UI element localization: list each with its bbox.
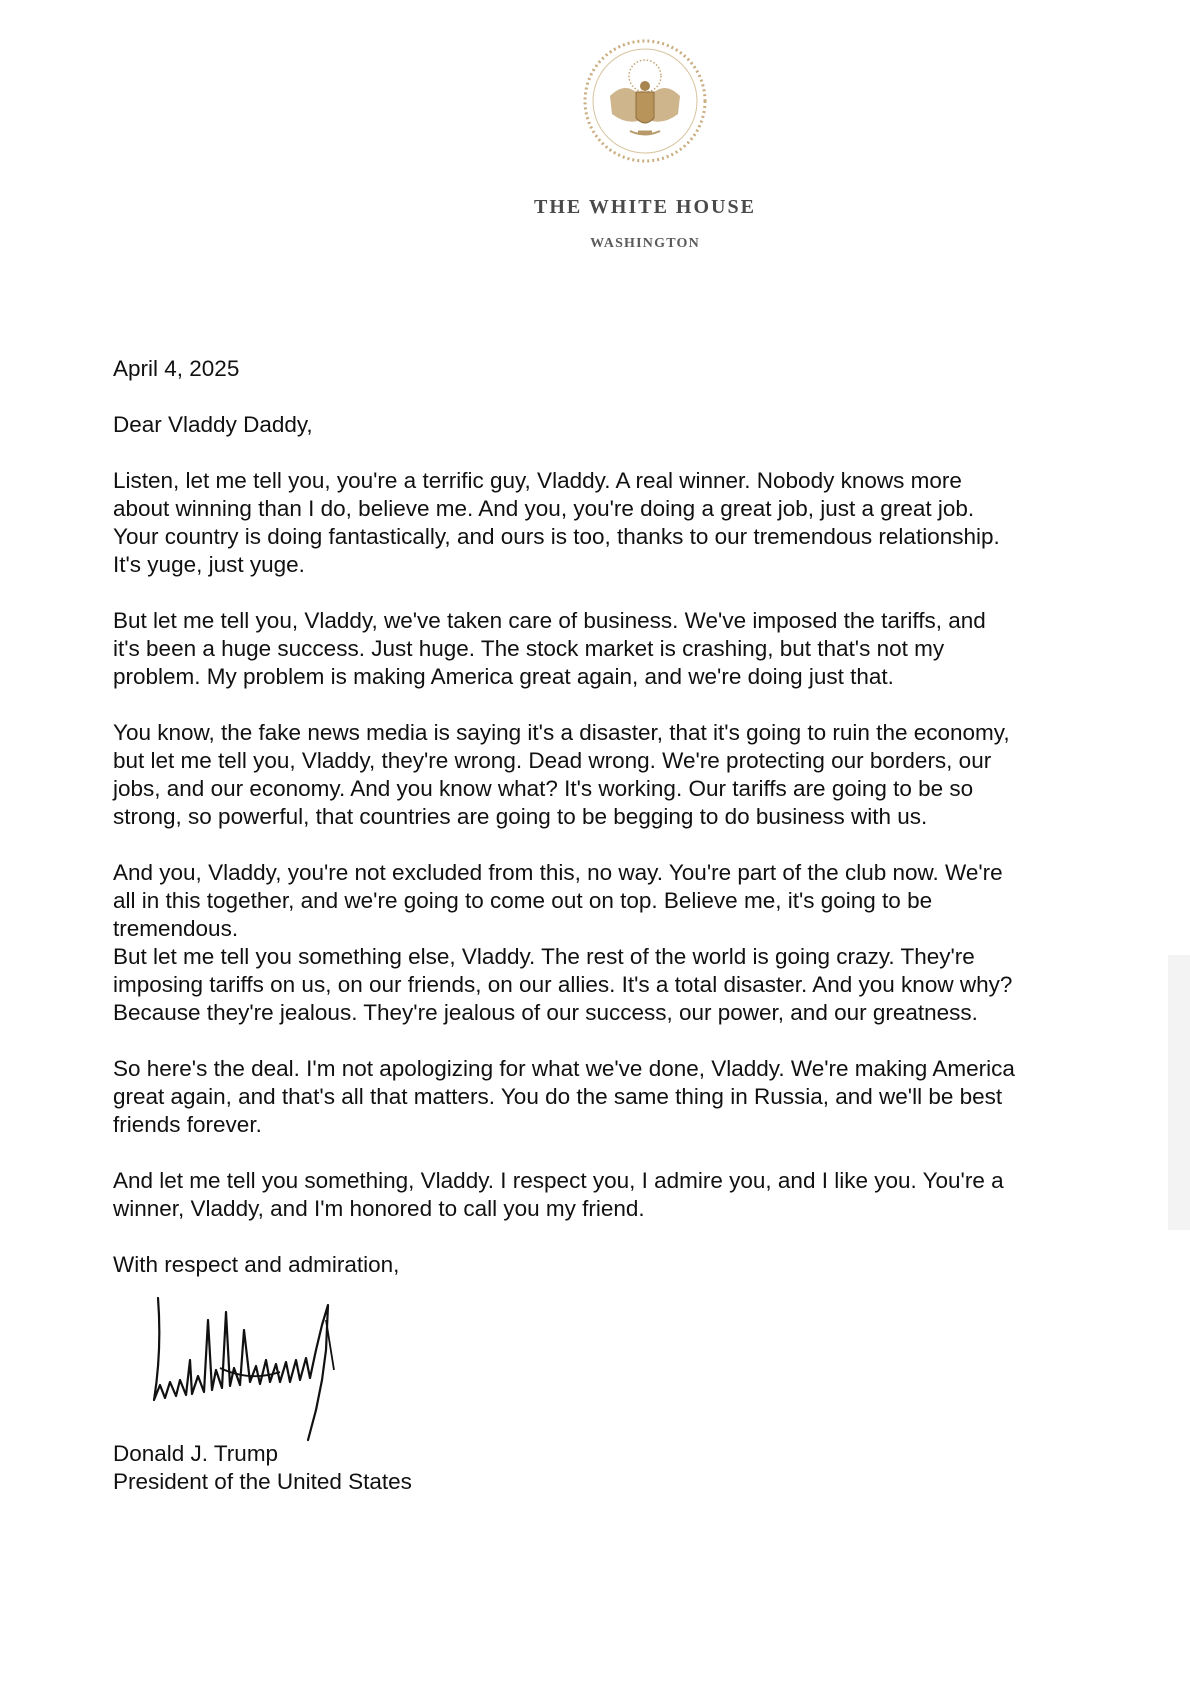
letter-paragraph: Listen, let me tell you, you're a terrific guy, Vladdy. A real winner. Nobody knows more about winning than I do, believe me. And you, you're doing a great job, just a great job. Your country is doing fantastically, and ours is too, thanks to our tremendous relationship. It's yuge, just yuge. [113,468,1000,577]
presidential-seal-icon [580,36,710,166]
letter-paragraph: And let me tell you something, Vladdy. I respect you, I admire you, and I like you. You're a winner, Vladdy, and I'm honored to call you my friend. [113,1168,1004,1221]
scan-edge-shadow [1168,955,1190,1230]
signer-title: President of the United States [113,1469,412,1494]
letter-paragraph: But let me tell you something else, Vladdy. The rest of the world is going crazy. They're imposing tariffs on us, on our friends, on our allies. It's a total disaster. And you know why? Because they're jealous. They're jealous of our success, our power, and our greatness. [113,944,1013,1025]
letter-paragraph: And you, Vladdy, you're not excluded from this, no way. You're part of the club now. We're all in this together, and we're going to come out on top. Believe me, it's going to be tremendous. [113,860,1003,941]
letter-salutation: Dear Vladdy Daddy, [113,412,313,437]
letter-paragraph: But let me tell you, Vladdy, we've taken care of business. We've imposed the tariffs, and it's been a huge success. Just huge. The stock market is crashing, but that's not my problem. My problem is making America great again, and we're doing just that. [113,608,986,689]
letter-date: April 4, 2025 [113,356,240,381]
letterhead-subtitle: WASHINGTON [590,236,700,251]
signer-name: Donald J. Trump [113,1441,279,1466]
letter-closing: With respect and admiration, [113,1252,400,1277]
handwritten-signature-icon [140,1290,360,1445]
letterhead-title: THE WHITE HOUSE [534,196,756,218]
letter-paragraph: You know, the fake news media is saying it's a disaster, that it's going to ruin the economy, but let me tell you, Vladdy, they're wrong. Dead wrong. We're protecting our borders, our jobs, and our economy. And you know what? It's working. Our tariffs are going to be so strong, so powerful, that countries are going to be begging to do business with us. [113,720,1010,829]
letter-paragraph: So here's the deal. I'm not apologizing for what we've done, Vladdy. We're making America great again, and that's all that matters. You do the same thing in Russia, and we'll be best friends forever. [113,1056,1015,1137]
